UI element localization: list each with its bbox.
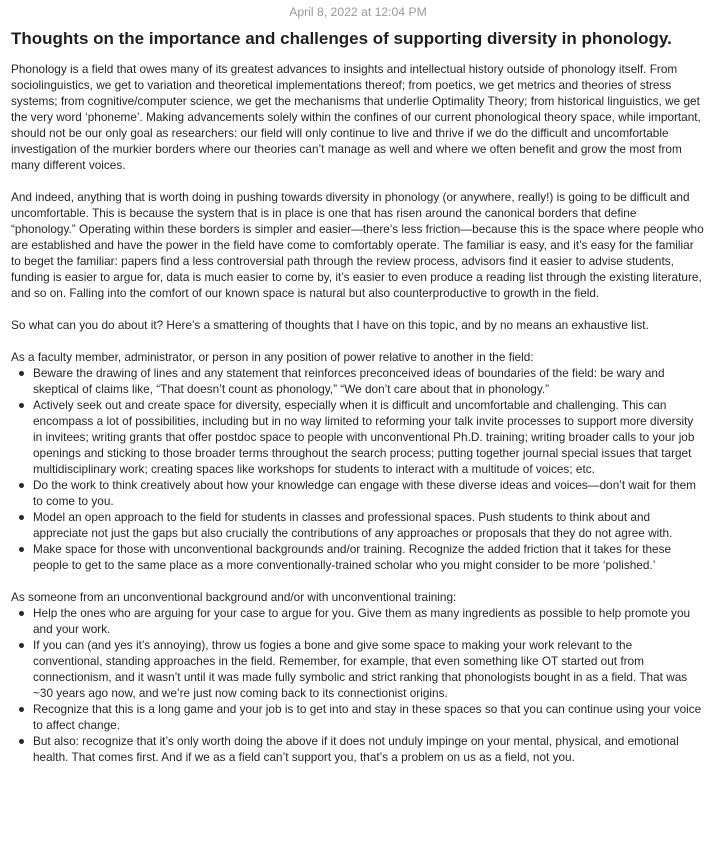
bullet-icon [19, 547, 24, 552]
bullet-icon [19, 483, 24, 488]
list-item-text: Beware the drawing of lines and any statement that reinforces preconceived ideas of boundaries of the field: be wary and skeptical of claims like, “That doesn’t count as phonology,” “We don’t care about that in phonology.” [33, 366, 665, 396]
list-item [11, 541, 704, 573]
bullet-icon [19, 739, 24, 744]
list-item [11, 365, 704, 397]
list-item [11, 637, 704, 701]
bullet-icon [19, 643, 24, 648]
list-item-text: Actively seek out and create space for diversity, especially when it is difficult and uncomfortable and challenging. This can encompass a lot of possibilities, including but in no way limited to reforming your talk invite processes to support more diversity in invitees; writing grants that offer postdoc space to people with unconventional Ph.D. training; writing broader calls to your job openings and sticking to those broader terms throughout the search process; putting together journal special issues that target multidisciplinary work; creating spaces like workshops for students to interact with a multitude of voices; etc. [33, 398, 695, 476]
list-item [11, 733, 704, 765]
paragraph-difficulty: And indeed, anything that is worth doing in pushing towards diversity in phonology (or anywhere, really!) is going to be difficult and uncomfortable. This is because the system that is in place is one that has risen around the canonical borders that define “phonology.” Operating within these borders is simpler and easier—there’s less friction—because this is the space where people who are established and have the power in the field have come to comfortably operate. The familiar is easy, and it’s easy for the familiar to beget the familiar: papers find a less controversial path through the review process, advisors find it easier to advise students, funding is easier to argue for, data is much easier to come by, it’s easier to even produce a reading list through the existing literature, and so on. Falling into the comfort of our known space is natural but also counterproductive to growth in the field. [11, 190, 704, 300]
list-item [11, 605, 704, 637]
bullet-icon [19, 707, 24, 712]
unconventional-list [11, 605, 704, 765]
paragraph-question: So what can you do about it? Here’s a smattering of thoughts that I have on this topic, and by no means an exhaustive list. [11, 318, 649, 332]
list-item-text: Model an open approach to the field for students in classes and professional spaces. Push students to think about and appreciate not just the gaps but also crucially the contributions of any approaches or proposals that they do not agree with. [33, 510, 673, 540]
note-timestamp: April 8, 2022 at 12:04 PM [289, 5, 427, 19]
note-body[interactable] [11, 61, 704, 765]
list-item [11, 397, 704, 477]
unconventional-heading: As someone from an unconventional background and/or with unconventional training: [11, 590, 457, 604]
paragraph-intro: Phonology is a field that owes many of its greatest advances to insights and intellectual history outside of phonology itself. From sociolinguistics, we get to variation and theoretical implementations thereof; from poetics, we get metrics and theories of stress systems; from cognitive/computer science, we get the mechanisms that underlie Optimality Theory; from historical linguistics, we get the very word ‘phoneme’. Making advancements solely within the confines of our current phonological theory space, while important, should not be our only goal as researchers: our field will only continue to live and thrive if we do the difficult and uncomfortable investigation of the murkier borders where our theories can’t manage as well and where we often benefit and grow the most from many different voices. [11, 62, 701, 172]
faculty-list [11, 365, 704, 573]
list-item-text: If you can (and yes it’s annoying), throw us fogies a bone and give some space to making your work relevant to the conventional, standing approaches in the field. Remember, for example, that even something like OT started out from connectionism, and it wasn’t until it was made fully symbolic and strict ranking that phonologists bought in as a field. That was ~30 years ago now, and we’re just now coming back to its connectionist origins. [33, 638, 688, 700]
bullet-icon [19, 403, 24, 408]
bullet-icon [19, 371, 24, 376]
list-item-text: Make space for those with unconventional backgrounds and/or training. Recognize the added friction that it takes for these people to get to the same place as a more conventionally-trained scholar who you might consider to be more ‘polished.’ [33, 542, 672, 572]
faculty-heading: As a faculty member, administrator, or person in any position of power relative to another in the field: [11, 350, 534, 364]
list-item [11, 509, 704, 541]
list-item-text: Recognize that this is a long game and your job is to get into and stay in these spaces so that you can continue using your voice to affect change. [33, 702, 702, 732]
list-item-text: But also: recognize that it’s only worth doing the above if it does not unduly impinge on your mental, physical, and emotional health. That comes first. And if we as a field can’t support you, that’s a problem on us as a field, not you. [33, 734, 679, 764]
bullet-icon [19, 515, 24, 520]
list-item [11, 477, 704, 509]
list-item [11, 701, 704, 733]
bullet-icon [19, 611, 24, 616]
list-item-text: Help the ones who are arguing for your case to argue for you. Give them as many ingredients as possible to help promote you and your work. [33, 606, 691, 636]
list-item-text: Do the work to think creatively about how your knowledge can engage with these diverse ideas and voices—don’t wait for them to come to you. [33, 478, 696, 508]
note-title[interactable]: Thoughts on the importance and challenges of supporting diversity in phonology. [11, 29, 672, 48]
